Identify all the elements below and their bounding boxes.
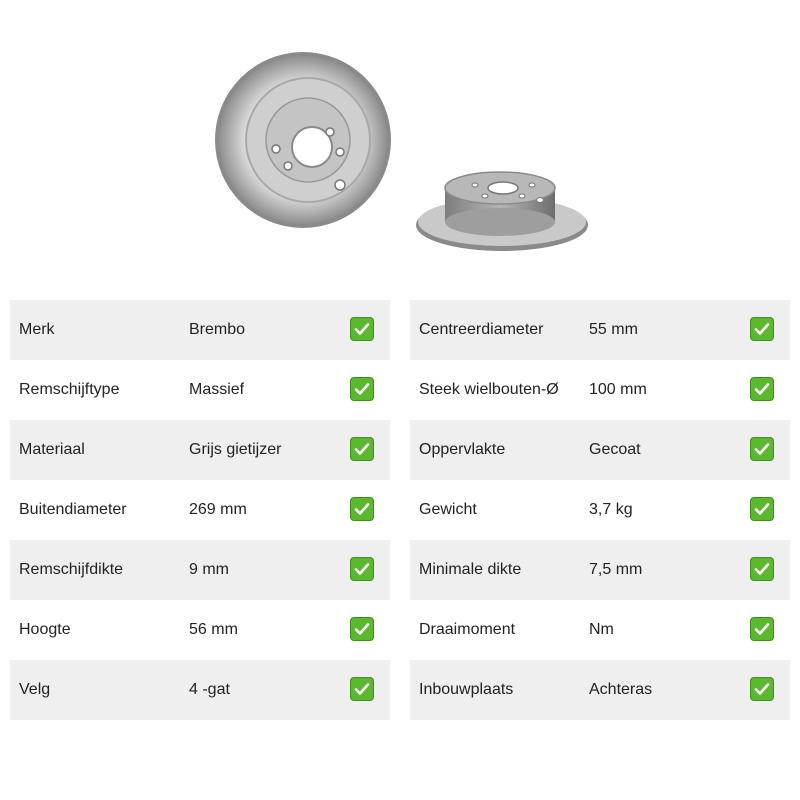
spec-row-buitendiameter xyxy=(10,480,390,540)
spec-label: Draaimoment xyxy=(419,621,516,638)
spec-table-right xyxy=(410,300,790,720)
spec-value: Achteras xyxy=(589,681,653,698)
spec-row-inbouwplaats xyxy=(410,660,790,720)
spec-value: 56 mm xyxy=(189,621,238,638)
spec-row-hoogte xyxy=(10,600,390,660)
check-mark-icon xyxy=(350,437,374,461)
spec-value: Grijs gietijzer xyxy=(189,441,282,458)
spec-label: Materiaal xyxy=(19,441,85,458)
spec-label: Hoogte xyxy=(19,621,71,638)
spec-label: Steek wielbouten-Ø xyxy=(419,381,559,398)
spec-value: 100 mm xyxy=(589,381,647,398)
spec-value: Massief xyxy=(189,381,245,398)
check-mark-icon xyxy=(750,677,774,701)
spec-value: 269 mm xyxy=(189,501,247,518)
spec-label: Merk xyxy=(19,321,55,338)
brake-disc-image xyxy=(200,40,620,270)
check-mark-icon xyxy=(350,377,374,401)
spec-value: 4 -gat xyxy=(189,681,230,698)
spec-row-remschijftype xyxy=(10,360,390,420)
check-mark-icon xyxy=(750,497,774,521)
check-mark-icon xyxy=(350,557,374,581)
spec-row-centreerdiameter xyxy=(410,300,790,360)
spec-value: Brembo xyxy=(189,321,246,338)
spec-value: 9 mm xyxy=(189,561,229,578)
check-mark-icon xyxy=(350,617,374,641)
check-mark-icon xyxy=(350,677,374,701)
spec-label: Remschijftype xyxy=(19,381,120,398)
spec-row-steek-wielbouten xyxy=(410,360,790,420)
spec-row-gewicht xyxy=(410,480,790,540)
spec-label: Centreerdiameter xyxy=(419,321,544,338)
spec-label: Remschijfdikte xyxy=(19,561,124,578)
spec-row-velg xyxy=(10,660,390,720)
check-mark-icon xyxy=(750,317,774,341)
check-mark-icon xyxy=(750,437,774,461)
spec-label: Gewicht xyxy=(419,501,477,518)
spec-row-draaimoment xyxy=(410,600,790,660)
spec-value: 3,7 kg xyxy=(589,501,633,518)
spec-label: Velg xyxy=(19,681,51,698)
spec-label: Minimale dikte xyxy=(419,561,522,578)
check-mark-icon xyxy=(750,557,774,581)
spec-value: 7,5 mm xyxy=(589,561,643,578)
spec-table-left xyxy=(10,300,390,720)
spec-label: Oppervlakte xyxy=(419,441,506,458)
check-mark-icon xyxy=(350,317,374,341)
spec-value: Nm xyxy=(589,621,614,638)
spec-value: Gecoat xyxy=(589,441,641,458)
spec-label: Buitendiameter xyxy=(19,501,127,518)
check-mark-icon xyxy=(750,617,774,641)
spec-row-remschijfdikte xyxy=(10,540,390,600)
spec-row-merk xyxy=(10,300,390,360)
check-mark-icon xyxy=(350,497,374,521)
spec-row-oppervlakte xyxy=(410,420,790,480)
spec-row-minimale-dikte xyxy=(410,540,790,600)
spec-value: 55 mm xyxy=(589,321,638,338)
spec-label: Inbouwplaats xyxy=(419,681,514,698)
spec-row-materiaal xyxy=(10,420,390,480)
check-mark-icon xyxy=(750,377,774,401)
